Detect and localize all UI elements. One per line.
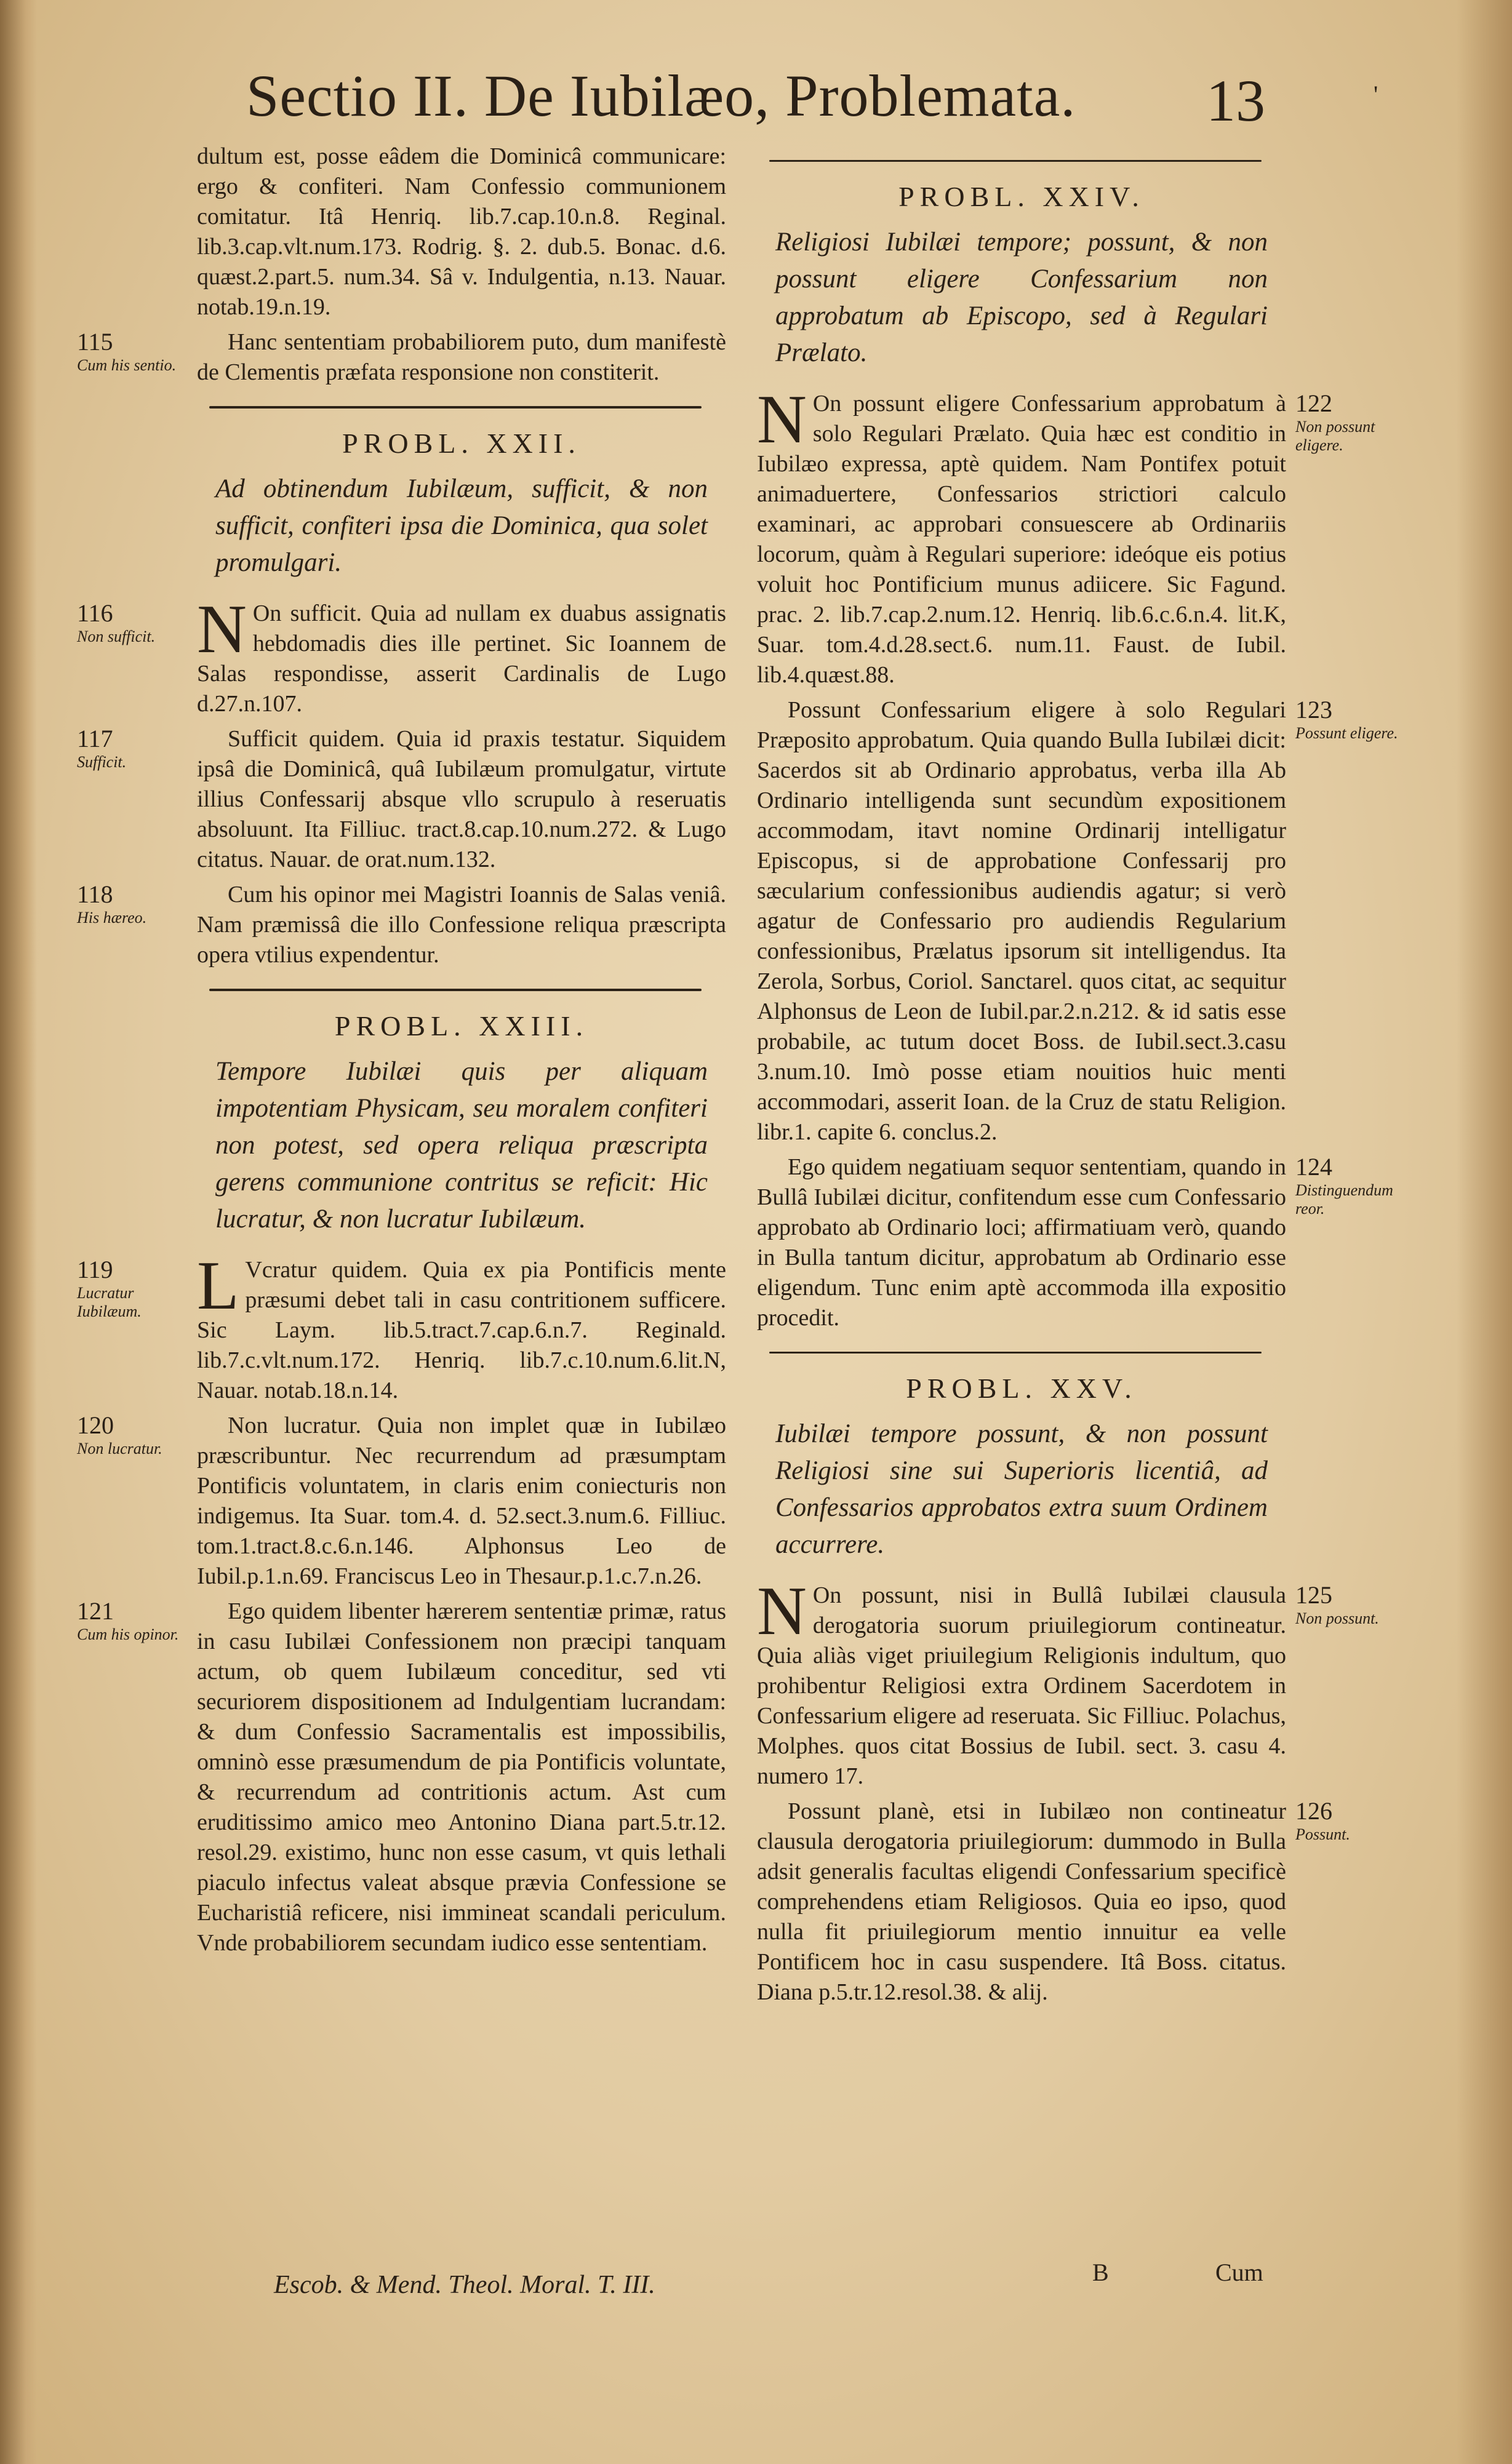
paragraph-number: 117 — [77, 725, 113, 752]
margin-note-116 — [77, 599, 188, 646]
section-123 — [757, 695, 1398, 1147]
paragraph-120: Non lucratur. Quia non implet quæ in Iubilæo præscribuntur. Nec recurrendum ad præsumptam Pontificis voluntatem, in claris enim coniecturis non indigemus. Ita Suar. tom.4. d. 52.sect.3.num.6. Filliuc. tom.1.tract.8.c.6.n.146. Alphonsus Leo de Iubil.p.1.n.69. Franciscus Leo in Thesaur.p.1.c.7.n.26. — [197, 1413, 726, 1589]
section-126 — [757, 1796, 1350, 2007]
corner-mark: ' — [1374, 81, 1378, 108]
paragraph-number: 126 — [1295, 1797, 1332, 1825]
margin-gloss: Possunt. — [1295, 1825, 1350, 1843]
problem-25-title: PROBL. XXV. — [906, 1373, 1137, 1404]
divider — [769, 160, 1262, 162]
paragraph-119: Vcratur quidem. Quia ex pia Pontificis mente præsumi debet tali in casu contritionem sufficere. Sic Laym. lib.5.tract.7.cap.6.n.7. Reginald. lib.7.c.vlt.num.172. Henriq. lib.7.c.10.num.6.lit.N, Nauar. notab.18.n.14. — [197, 1257, 726, 1403]
paragraph-118: Cum his opinor mei Magistri Ioannis de Salas veniâ. Nam præmissâ die illo Confessione reliqua præscripta opera vtilius expendentur. — [197, 882, 726, 968]
section-125 — [757, 1573, 1379, 1792]
paragraph-number: 121 — [77, 1597, 114, 1625]
running-header — [246, 62, 1292, 142]
section-124 — [757, 1152, 1393, 1333]
paragraph-number: 123 — [1295, 696, 1332, 724]
page-number: 13 — [1206, 68, 1265, 134]
margin-gloss: Non possunt eligere. — [1295, 418, 1375, 454]
paragraph-123: Possunt Confessarium eligere à solo Regulari Præposito approbatum. Quia quando Bulla Iubilæi dicit: Sacerdos sit ab Ordinario approbatus, verba illa Ab Ordinario intelligenda sunt secundùm expositionem accommodam, itavt nomine Ordinarij intelligatur Episcopus, si de approbatione Confessarij pro sæcularium confessionibus audiendis agatur; si verò agatur de Confessario pro audiendis Regularium confessionibus, Prælatus ipsorum sit intelligendus. Ita Zerola, Sorbus, Coriol. Sanctarel. quos citat, ac sequitur Alphonsus de Leon de Iubil.par.2.n.212. & id satis esse probabile, ac tutum docet Boss. de Iubil.sect.3.casu 3.num.10. Imò posse etiam nouitios huic menti accommodari, asserit Ioan. de la Cruz de statu Religion. libr.1. capite 6. conclus.2. — [757, 697, 1286, 1145]
divider — [209, 989, 702, 991]
divider — [769, 1352, 1262, 1354]
continued-text: dultum est, posse eâdem die Dominicâ communicare: ergo & confiteri. Nam Confessio communionem comitatur. Itâ Henriq. lib.7.cap.10.n.8. Reginal. lib.3.cap.vlt.num.173. Rodrig. §. 2. dub.5. Bonac. d.6. quæst.2.part.5. num.34. Sâ v. Indulgentia, n.13. Nauar. notab.19.n.19. — [197, 143, 726, 320]
margin-gloss: Cum his sentio. — [77, 356, 177, 374]
paragraph-125: On possunt, nisi in Bullâ Iubilæi clausula derogatoria suorum priuilegiorum contineatur. Quia aliàs viget priuilegium Religionis indultum, quo prohibentur Religiosi extra Ordinem Sacerdotem in Confessarium eligere ad reseruata. Sic Filliuc. Polachus, Molphes. quos citat Bossius de Iubil. sect. 3. casu 4. numero 17. — [757, 1582, 1286, 1789]
margin-note-119 — [77, 1255, 188, 1321]
paragraph-number: 122 — [1295, 389, 1332, 417]
section-115 — [77, 327, 726, 388]
paragraph-number: 118 — [77, 880, 113, 908]
paragraph-117: Sufficit quidem. Quia id praxis testatur. Siquidem ipsâ die Dominicâ, quâ Iubilæum promulgatur, virtute illius Confessarij absque vllo scrupulo à reseruatis absoluunt. Ita Filliuc. tract.8.cap.10.num.272. & Lugo citatus. Nauar. de orat.num.132. — [197, 726, 726, 872]
left-column — [77, 142, 726, 1963]
paragraph-115: Hanc sententiam probabiliorem puto, dum manifestè de Clementis præfata responsione non constiterit. — [197, 329, 726, 385]
problem-23-question: Tempore Iubilæi quis per aliquam impotentiam Physicam, seu moralem confiteri non potest, sed opera reliqua præscripta gerens communione contritus se reficit: Hic lucratur, & non lucratur Iubilæum. — [215, 1057, 708, 1234]
margin-note-120 — [77, 1411, 188, 1458]
margin-note-117 — [77, 724, 188, 771]
problem-23-title: PROBL. XXIII. — [334, 1010, 589, 1042]
margin-gloss: Possunt eligere. — [1295, 724, 1398, 742]
paragraph-number: 125 — [1295, 1581, 1332, 1609]
margin-note-122 — [1295, 389, 1406, 455]
page-gutter-shadow — [0, 0, 37, 2464]
margin-gloss: Non possunt. — [1295, 1609, 1379, 1627]
margin-note-118 — [77, 880, 188, 927]
paragraph-121: Ego quidem libenter hærerem sententiæ primæ, ratus in casu Iubilæi Confessionem non præcipi tanquam actum, ob quem Iubilæum conceditur, sed vti securiorem dispositionem ad Indulgentiam lucrandam: & dum Confessio Sacramentalis est impossibilis, omninò esse præsumendum de pia Pontificis voluntate, & recurrendum ad contritionis actum. Ast cum eruditissimo amico meo Antonino Diana part.5.tr.12. resol.29. existimo, hunc non esse casum, vt quis lethali piaculo infectus valeat absque prævia Confessione se Eucharistiâ reficere, nisi immineat scandali periculum. Vnde probabiliorem secundam iudico esse sententiam. — [197, 1598, 726, 1956]
paragraph-116: On sufficit. Quia ad nullam ex duabus assignatis hebdomadis dies ille pertinet. Sic Ioannem de Salas respondisse, asserit Cardinalis de Lugo d.27.n.107. — [197, 600, 726, 717]
problem-25-question: Iubilæi tempore possunt, & non possunt Religiosi sine sui Superioris licentiâ, ad Confessarios approbatos extra suum Ordinem accurrere. — [775, 1419, 1268, 1559]
margin-gloss: His hæreo. — [77, 909, 147, 927]
margin-note-115 — [77, 327, 188, 375]
margin-note-125 — [1295, 1581, 1406, 1628]
margin-gloss: Distinguendum reor. — [1295, 1181, 1393, 1218]
drop-cap: N — [757, 1573, 807, 1649]
problem-22-question: Ad obtinendum Iubilæum, sufficit, & non sufficit, confiteri ipsa die Dominica, qua solet promulgari. — [215, 474, 708, 577]
margin-note-124 — [1295, 1152, 1406, 1218]
divider — [209, 406, 702, 409]
problem-24-question: Religiosi Iubilæi tempore; possunt, & non possunt eligere Confessarium non approbatum ab Episcopo, sed à Regulari Prælato. — [775, 228, 1268, 367]
footer-running-title: Escob. & Mend. Theol. Moral. T. III. — [274, 2271, 655, 2299]
margin-gloss: Cum his opinor. — [77, 1625, 179, 1643]
section-116 — [77, 591, 726, 719]
margin-gloss: Non sufficit. — [77, 628, 156, 645]
page-edge-shadow — [1457, 0, 1512, 2464]
margin-gloss: Lucratur Iubilæum. — [77, 1284, 142, 1320]
margin-note-126 — [1295, 1796, 1406, 1844]
drop-cap: L — [197, 1248, 239, 1324]
margin-gloss: Sufficit. — [77, 753, 127, 771]
paragraph-number: 119 — [77, 1256, 113, 1283]
paragraph-number: 124 — [1295, 1153, 1332, 1181]
right-column — [757, 154, 1398, 2012]
catchword: Cum — [1215, 2259, 1263, 2286]
margin-note-123 — [1295, 695, 1406, 743]
paragraph-122: On possunt eligere Confessarium approbatum à solo Regulari Prælato. Quia hæc est conditio in Iubilæo expressa, aptè quidem. Nam Pontifex potuit animaduertere, Confessarios strictiori calculo examinari, ac approbari consuescere ab Ordinariis locorum, quàm à Regulari superiore: ideóque eis potius voluit hoc Pontificium munus adiicere. Sic Fagund. prac. 2. lib.7.cap.2.num.12. Henriq. lib.6.c.6.n.4. lit.K, Suar. tom.4.d.28.sect.6. num.11. Faust. de Iubil. lib.4.quæst.88. — [757, 391, 1286, 688]
paragraph-126: Possunt planè, etsi in Iubilæo non contineatur clausula derogatoria priuilegiorum: dummodo in Bulla adsit generalis facultas eligendi Confessarium specificè comprehendens etiam Religiosos. Quia eo ipso, quod nulla fit priuilegiorum mentio innuitur ea velle Pontificem hoc in casu suspendere. Itâ Boss. citatus. Diana p.5.tr.12.resol.38. & alij. — [757, 1798, 1286, 2005]
margin-note-121 — [77, 1597, 188, 1644]
paragraph-124: Ego quidem negatiuam sequor sententiam, quando in Bullâ Iubilæi dicitur, confitendum esse cum Confessario approbato ab Ordinario loci; affirmatiuam verò, quando in Bulla tantum dicitur, approbatum ab Ordinario esse eligendum. Tunc enim aptè accommoda illa expositio procedit. — [757, 1154, 1286, 1331]
section-117 — [77, 724, 726, 875]
section-118 — [77, 880, 726, 970]
drop-cap: N — [757, 381, 807, 458]
section-120 — [77, 1411, 726, 1592]
section-119 — [77, 1248, 726, 1406]
section-122 — [757, 381, 1375, 690]
problem-24-title: PROBL. XXIV. — [898, 181, 1145, 212]
problem-22-title: PROBL. XXII. — [342, 428, 581, 459]
section-121 — [77, 1597, 726, 1958]
margin-gloss: Non lucratur. — [77, 1440, 162, 1457]
drop-cap: N — [197, 591, 247, 668]
paragraph-number: 115 — [77, 328, 113, 356]
continued-paragraph — [197, 142, 726, 322]
paragraph-number: 116 — [77, 599, 113, 627]
paragraph-number: 120 — [77, 1411, 114, 1439]
signature-mark: B — [1092, 2259, 1109, 2286]
running-title: Sectio II. De Iubilæo, Problemata. — [246, 63, 1076, 129]
